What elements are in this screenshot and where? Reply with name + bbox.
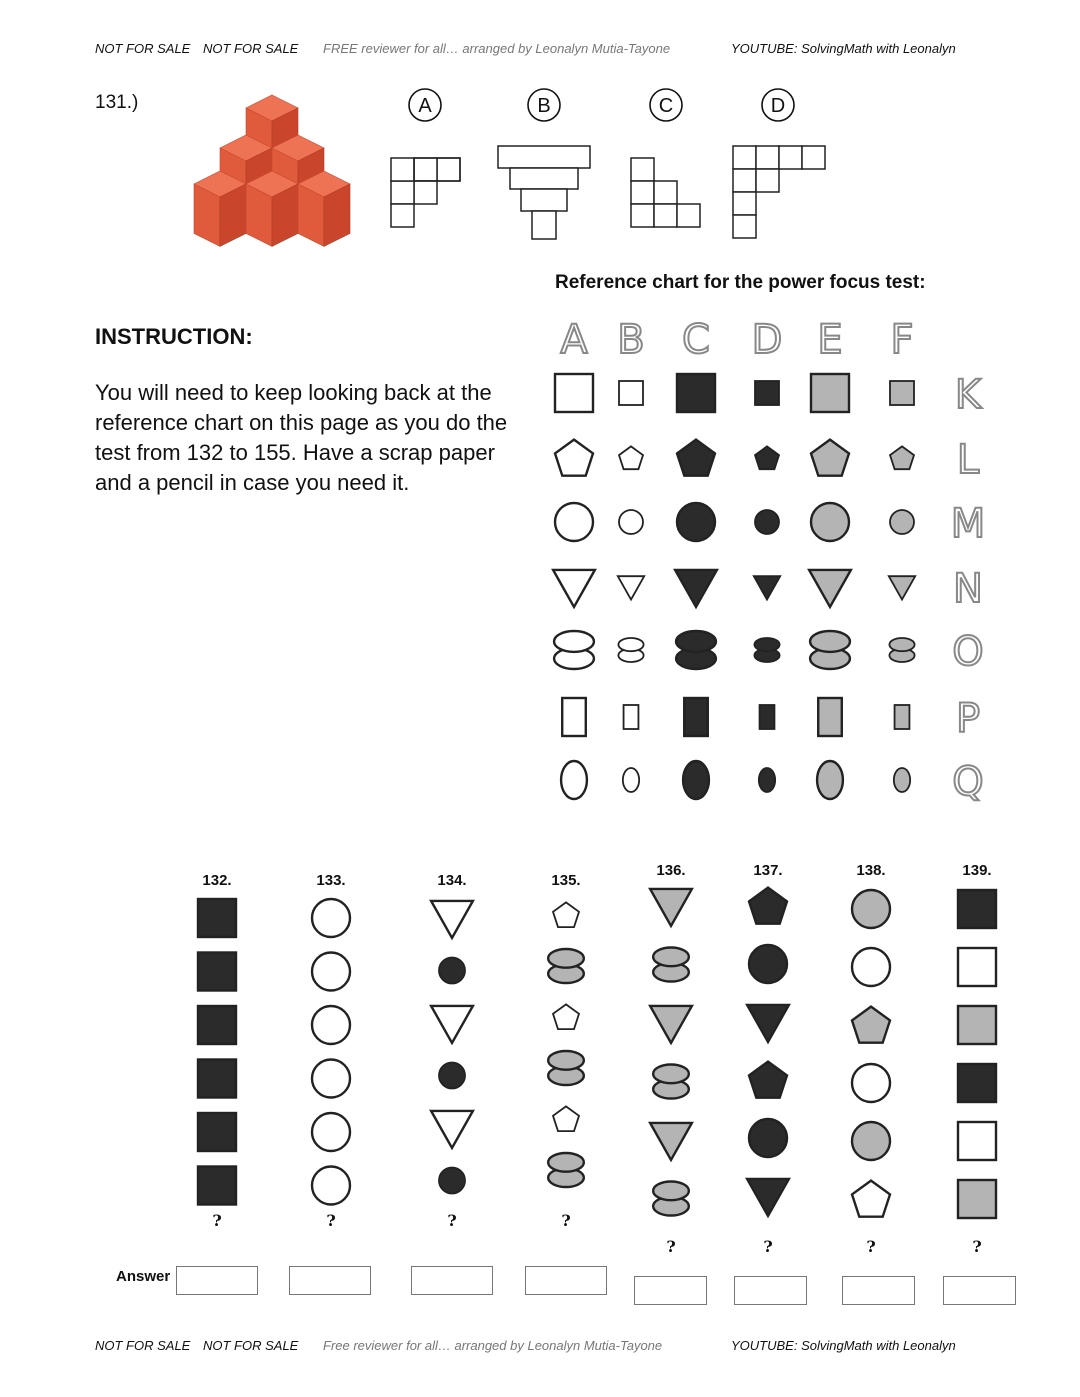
answer-box[interactable] <box>842 1276 915 1305</box>
sequence-number: 139. <box>962 862 992 879</box>
sequence-shape-pentagon-white <box>553 1004 579 1029</box>
svg-text:D: D <box>770 95 786 117</box>
chart-circle-small-white <box>619 510 643 534</box>
svg-text:C: C <box>658 95 674 117</box>
question-mark: ? <box>447 1211 457 1230</box>
footer-not-for-sale-1: NOT FOR SALE <box>95 1338 191 1353</box>
row-letter-l: L <box>956 437 980 483</box>
sequence-shape-triangle-black <box>747 1005 789 1042</box>
question-mark: ? <box>326 1211 336 1230</box>
sequence-shape-pentagon-black <box>749 888 787 924</box>
row-letter-o: O <box>952 629 984 675</box>
chart-oval-small-white <box>623 768 639 792</box>
answer-box[interactable] <box>176 1266 258 1295</box>
sequence-shape-square-black <box>198 953 236 991</box>
sequence-shapes <box>536 0 596 1240</box>
column-letter-d: D <box>751 317 783 363</box>
answer-box[interactable] <box>411 1266 493 1295</box>
sequence-shape-pentagon-white <box>553 902 579 927</box>
sequence-shape-square-black <box>198 899 236 937</box>
sequence-shape-double-oval-gray <box>653 948 689 982</box>
sequence-shape-circle-white <box>312 1060 350 1098</box>
chart-rectangle-large-gray <box>818 698 842 736</box>
sequence-shape-triangle-gray <box>650 1123 692 1160</box>
answer-label: Answer <box>116 1268 171 1285</box>
sequence-shape-square-white <box>958 948 996 986</box>
question-mark: ? <box>561 1211 571 1230</box>
sequence-shapes <box>841 0 901 1240</box>
sequence-shapes <box>422 0 482 1240</box>
sequence-shape-triangle-gray <box>650 889 692 926</box>
header-credit: FREE reviewer for all… arranged by Leonalyn Mutia-Tayone <box>323 41 671 56</box>
sequence-shape-triangle-white <box>431 1006 473 1043</box>
sequence-shape-square-white <box>958 1122 996 1160</box>
question-mark: ? <box>866 1237 876 1256</box>
sequence-shape-double-oval-gray <box>653 1065 689 1099</box>
row-letter-k: K <box>954 372 982 418</box>
question-mark: ? <box>763 1237 773 1256</box>
footer-not-for-sale-2: NOT FOR SALE <box>203 1338 299 1353</box>
sequence-shapes <box>301 0 361 1240</box>
sequence-shapes <box>738 0 798 1240</box>
sequence-shape-circle-black <box>749 945 787 983</box>
answer-box[interactable] <box>943 1276 1016 1305</box>
sequence-shape-triangle-white <box>431 1111 473 1148</box>
sequence-shape-circle-white <box>852 948 890 986</box>
chart-double-oval-small-white <box>618 638 643 662</box>
question-mark: ? <box>972 1237 982 1256</box>
sequence-shape-square-gray <box>958 1180 996 1218</box>
answer-box[interactable] <box>289 1266 371 1295</box>
sequence-shape-square-black <box>198 1060 236 1098</box>
header-not-for-sale-1: NOT FOR SALE <box>95 41 191 56</box>
sequence-number: 134. <box>437 872 467 889</box>
column-letter-c: C <box>682 317 710 363</box>
sequence-shape-square-gray <box>958 1006 996 1044</box>
sequence-shape-circle-gray <box>852 1122 890 1160</box>
footer-youtube: YOUTUBE: SolvingMath with Leonalyn <box>731 1338 956 1353</box>
svg-text:B: B <box>537 95 551 117</box>
sequence-shape-double-oval-gray <box>653 1182 689 1216</box>
chart-square-small-white <box>619 381 643 405</box>
column-letter-b: B <box>617 317 645 363</box>
header-not-for-sale-2: NOT FOR SALE <box>203 41 299 56</box>
sequence-shape-square-black <box>198 1167 236 1205</box>
sequence-shape-pentagon-white <box>553 1106 579 1131</box>
reference-chart-title: Reference chart for the power focus test: <box>555 272 926 293</box>
question-131-number: 131.) <box>95 92 139 113</box>
sequence-shape-circle-white <box>312 1167 350 1205</box>
row-letter-m: M <box>950 501 986 547</box>
sequence-shape-double-oval-gray <box>548 949 584 983</box>
instruction-body: You will need to keep looking back at the reference chart on this page as you do the test from 132 to 155. Have a scrap paper and a pencil in case you need it. <box>95 380 508 495</box>
answer-box[interactable] <box>734 1276 807 1305</box>
sequence-shape-circle-white <box>312 899 350 937</box>
chart-oval-large-gray <box>817 761 843 799</box>
chart-rectangle-small-white <box>624 705 639 729</box>
sequence-shape-square-black <box>958 1064 996 1102</box>
sequence-shape-square-black <box>958 890 996 928</box>
sequence-shape-square-black <box>198 1113 236 1151</box>
sequence-number: 137. <box>753 862 783 879</box>
sequence-shape-circle-black <box>439 958 465 984</box>
row-letter-q: Q <box>952 759 984 805</box>
footer-credit: Free reviewer for all… arranged by Leonalyn Mutia-Tayone <box>323 1338 663 1353</box>
answer-box[interactable] <box>634 1276 707 1305</box>
sequence-number: 136. <box>656 862 686 879</box>
svg-text:A: A <box>418 95 432 117</box>
sequence-shape-triangle-black <box>747 1179 789 1216</box>
sequence-shape-circle-white <box>312 1113 350 1151</box>
sequence-shape-circle-black <box>749 1119 787 1157</box>
header-youtube: YOUTUBE: SolvingMath with Leonalyn <box>731 41 956 56</box>
sequence-shape-pentagon-white <box>852 1181 890 1217</box>
sequence-shapes <box>187 0 247 1240</box>
sequence-shape-triangle-white <box>431 901 473 938</box>
sequence-shape-circle-black <box>439 1168 465 1194</box>
chart-pentagon-small-white <box>619 446 643 469</box>
question-mark: ? <box>212 1211 222 1230</box>
sequence-shape-circle-white <box>312 953 350 991</box>
instruction-title: INSTRUCTION: <box>95 324 253 349</box>
sequence-shape-circle-white <box>852 1064 890 1102</box>
sequence-number: 132. <box>202 872 232 889</box>
sequence-shape-circle-white <box>312 1006 350 1044</box>
sequence-shape-double-oval-gray <box>548 1051 584 1085</box>
column-letter-f: F <box>890 317 914 363</box>
sequence-number: 135. <box>551 872 581 889</box>
sequence-number: 133. <box>316 872 346 889</box>
question-mark: ? <box>666 1237 676 1256</box>
column-letter-a: A <box>560 317 588 363</box>
sequence-shape-circle-gray <box>852 890 890 928</box>
sequence-number: 138. <box>856 862 886 879</box>
answer-box[interactable] <box>525 1266 607 1295</box>
sequence-shape-circle-black <box>439 1063 465 1089</box>
sequence-shape-square-black <box>198 1006 236 1044</box>
sequence-shape-pentagon-black <box>749 1062 787 1098</box>
sequence-shape-triangle-gray <box>650 1006 692 1043</box>
sequence-shape-double-oval-gray <box>548 1153 584 1187</box>
sequence-shapes <box>947 0 1007 1240</box>
column-letter-e: E <box>817 317 843 363</box>
row-letter-p: P <box>955 696 981 742</box>
sequence-shapes <box>641 0 701 1240</box>
row-letter-n: N <box>953 566 983 612</box>
sequence-shape-pentagon-gray <box>852 1007 890 1043</box>
